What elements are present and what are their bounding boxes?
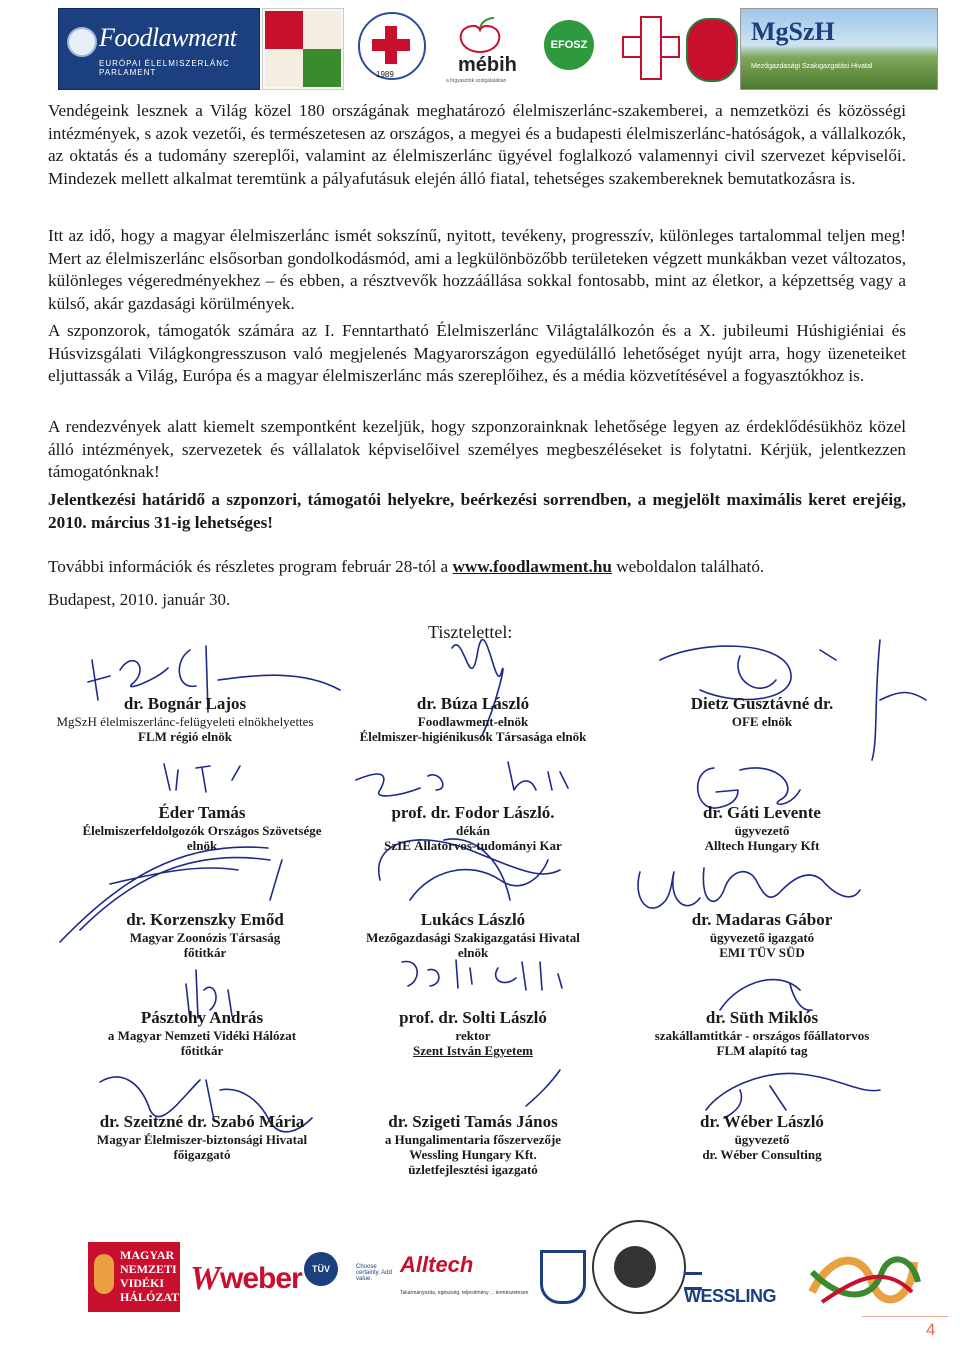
page-number-rule [862,1316,948,1317]
wessling-logo [684,1242,804,1312]
signatory-role: a Magyar Nemzeti Vidéki Hálózat [107,1028,297,1043]
signatory-role: Alltech Hungary Kft [704,838,820,853]
signatory-role: a Hungalimentaria főszervezője [384,1132,562,1147]
signatory-gati [654,803,870,853]
signatory-name: Lukács László [420,910,526,929]
signatory-role: Wessling Hungary Kft. [409,1147,537,1162]
alltech-slogan: Takarmányozás, egészség, teljesítmény ... természetesen [400,1290,529,1296]
flower-icon [94,1254,114,1294]
signatory-lukacs [328,910,618,960]
place-date: Budapest, 2010. január 30. [48,590,231,609]
paragraph-meetings: A rendezvények alatt kiemelt szempontként kezeljük, hogy szponzorainknak lehetősége legyen az érdeklődésükhöz közel álló intézmények, szervezetek és vállalatok képviselőivel személyes megbeszéléseket is folytatni. Kérjük, jelentkezzen támogatónknak! [48,417,906,481]
vet-faculty-seal-logo [588,1242,688,1312]
tuv-logo [302,1242,342,1312]
signatory-name: dr. Búza László [416,694,530,713]
mgszh-logo-subtitle: Mezőgazdasági Szakigazgatási Hivatal [751,63,873,70]
horse-head-icon [614,1246,656,1288]
paragraph-time-has-come: Itt az idő, hogy a magyar élelmiszerlánc ismét sokszínű, nyitott, tevékeny, progresszív, különleges tartalommal teljen meg! Mert az élelmiszerlánc elsősorban gondolkodásmód, ami a legkülönbözőbb területeken végzett munkákban vezet változatos, különleges végeredményekhez – és ebben, a résztvevők hozzáállása sokkal fontosabb, mint az életkor, a képzettség vagy a külső, akár gazdasági körülmények. [48,226,906,313]
mnvh-line: MAGYAR [120,1248,175,1262]
signatory-role: FLM alapító tag [716,1043,808,1058]
signatory-korzenszky [60,910,350,960]
flm-logo-text: Foodlawment [99,23,237,52]
paragraph-deadline: Jelentkezési határidő a szponzori, támogatói helyekre, beérkezési sorrendben, a megjelölt maximális keret erejéig, 2010. március 31-ig lehetséges! [48,490,906,532]
signatory-name: dr. Korzenszky Emőd [126,910,284,929]
mebih-logo-text: mébih [458,54,517,76]
mnvh-line: NEMZETI [120,1262,177,1276]
signatory-role: Szent István Egyetem [413,1043,533,1058]
tuv-slogan-text: Choose certainty. Add value. [356,1264,392,1282]
mnvh-line: VIDÉKI [120,1276,165,1290]
signatory-role: Élelmiszerfeldolgozók Országos Szövetsége [82,823,322,838]
signatory-role: főtitkár [183,945,227,960]
signatory-name: prof. dr. Fodor László. [391,803,555,822]
page-number: 4 [926,1320,936,1339]
signatory-buza [338,694,608,744]
weber-logo-text: weber [220,1262,302,1295]
signatory-name: dr. Szigeti Tamás János [388,1112,558,1131]
signatory-role: dr. Wéber Consulting [702,1147,822,1162]
signatory-role: rektor [455,1028,491,1043]
efosz-logo-text: EFOSZ [544,20,594,70]
website-link[interactable]: www.foodlawment.hu [452,557,612,576]
signatory-weber [654,1112,870,1162]
signatory-role: Foodlawment-elnök [417,714,529,729]
hungalimentaria-logo [802,1242,922,1312]
signatory-name: dr. Gáti Levente [703,803,821,822]
signatory-name: dr. Szeitzné dr. Szabó Mária [99,1112,305,1131]
signatory-role: Élelmiszer-higiénikusok Társasága elnök [359,729,587,744]
signatory-name: dr. Bognár Lajos [123,694,247,713]
signatory-name: prof. dr. Solti László [399,1008,547,1027]
mebih-logo-subtitle: a fogyasztók szolgálatában [446,78,507,84]
signatory-role: ügyvezető igazgató [709,930,815,945]
footer-sponsor-logos [88,1242,918,1314]
signatory-role: FLM régió elnök [138,729,232,744]
signatory-role: főigazgató [173,1147,231,1162]
signatory-suth [634,1008,890,1058]
more-info-text: További információk és részletes program február 28-tól a [48,557,453,576]
signatory-name: Éder Tamás [158,803,246,822]
signatory-name: dr. Wéber László [700,1112,824,1131]
signatory-name: dr. Madaras Gábor [691,910,833,929]
signatory-role: ügyvezető [734,823,790,838]
signatory-role: ügyvezető [734,1132,790,1147]
signatory-name: dr. Süth Miklós [705,1008,819,1027]
signatory-madaras [654,910,870,960]
signatory-role: elnök [186,838,218,853]
signatory-pasztohy [52,1008,352,1058]
wessling-logo-text: WESSLING [684,1286,777,1306]
signatory-role: OFE elnök [731,714,793,729]
alltech-logo [400,1242,550,1312]
signatory-solti [338,1008,608,1058]
signatory-role: dékán [456,823,490,838]
mnvh-line: HÁLÓZAT [120,1290,180,1304]
signatory-fodor [338,803,608,853]
flm-logo-subtitle: EURÓPAI ÉLELMISZERLÁNC PARLAMENT [99,59,230,77]
signatory-dietz [654,694,870,729]
signatory-role: Magyar Zoonózis Társaság [129,930,281,945]
mnvh-logo [88,1242,180,1312]
signatory-role: elnök [457,945,489,960]
paragraph-sponsors: A szponzorok, támogatók számára az I. Fenntartható Élelmiszerlánc Világtalálkozón és a X. jubileumi Húshigiéniai és Húsvizsgálati Világkongresszuson való megjelenés Magyarországon egyedülálló lehetőséget nyújt arra, hogy üzeneteiket eljuttassák a Világ, Európa és a magyar élelmiszerlánc más szereplőihez, és a média közvetítésével a fogyasztókhoz is. [48,321,906,385]
seal-year: 1989 [376,70,394,79]
signatory-bognar [40,694,330,744]
tuv-logo-text: TÜV [304,1252,338,1286]
signatory-name: Dietz Gusztávné dr. [690,694,834,713]
weber-logo: W weber [190,1260,302,1297]
paragraph-guests: Vendégeink lesznek a Világ közel 180 országának meghatározó élelmiszerlánc-szakemberei, a nemzetközi és közösségi intézmények, s azok vezetői, és természetesen az országos, a megyei és a budapesti élelmiszerlánc-hatóságok, a vállalkozók, az oktatás és a tudomány szereplői, valamint az élelmiszerlánc ügyével foglalkozó valamennyi civil szervezet képviselői. Mindezek mellett alkalmat teremtünk a pályafutásuk elején álló fiatal, tehetséges szakembereknek bemutatkozásra is. [48,101,906,188]
signatory-eder [52,803,352,853]
signatory-szeitzne [52,1112,352,1162]
colorful-knot-icon [802,1242,922,1312]
signatory-role: EMI TÜV SÜD [719,945,805,960]
alltech-logo-text: Alltech [400,1252,474,1277]
mgszh-logo-text: MgSzH [751,17,835,46]
signatory-role: főtitkár [180,1043,224,1058]
signatory-szigeti [338,1112,608,1177]
signatory-role: MgSzH élelmiszerlánc-felügyeleti elnökhelyettes [56,714,314,729]
tuv-slogan [348,1242,408,1312]
signatory-role: Mezőgazdasági Szakigazgatási Hivatal [366,930,580,945]
signatory-name: Pásztohy András [140,1008,264,1027]
signatory-role: üzletfejlesztési igazgató [408,1162,538,1177]
signatory-role: szakállamtitkár - országos főállatorvos [654,1028,870,1043]
more-info-text-end: weboldalon található. [611,557,765,576]
closing-salutation: Tisztelettel: [428,622,513,642]
signatory-role: Magyar Élelmiszer-biztonsági Hivatal [96,1132,308,1147]
szie-crest-logo [536,1242,586,1312]
signatory-role: SzIE Állatorvos-tudományi Kar [384,838,562,853]
